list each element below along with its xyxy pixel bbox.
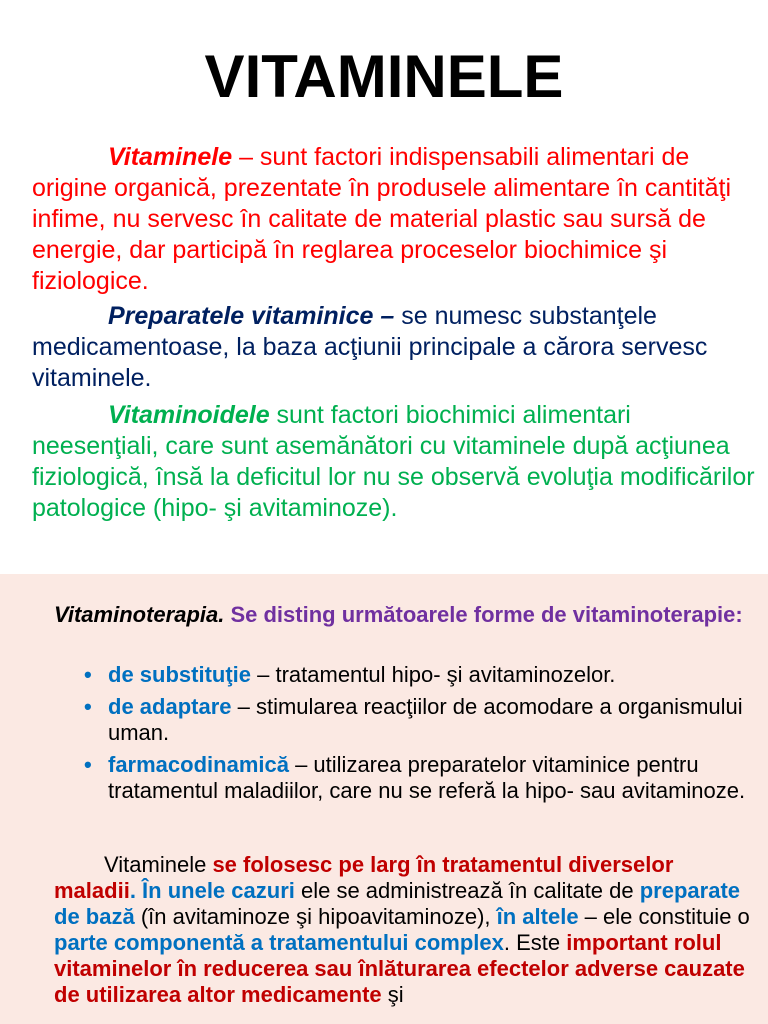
highlight-blue: parte componentă a tratamentului complex	[54, 930, 504, 955]
highlight-blue: preparate de bază	[54, 878, 741, 929]
forms-list	[84, 662, 764, 810]
bullet-icon: •	[84, 694, 92, 719]
term-vitaminoidele: Vitaminoidele	[108, 401, 270, 429]
paragraph-vitaminele-definition	[32, 142, 762, 297]
highlight-blue: în altele	[496, 904, 579, 929]
list-item	[84, 662, 764, 688]
bullet-term: de substituţie	[108, 662, 252, 687]
usage-text: . Este	[503, 930, 567, 955]
usage-text: Vitaminele	[104, 852, 213, 877]
page-title: VITAMINELE	[204, 43, 564, 110]
usage-text: – ele constituie o	[578, 904, 750, 929]
usage-text: (în avitaminoze şi hipoavitaminoze),	[134, 904, 497, 929]
paragraph-usage	[54, 852, 754, 1008]
bullet-text: – stimularea reacţiilor de acomodare a organismului uman.	[108, 694, 743, 745]
bullet-icon: •	[84, 662, 92, 687]
paragraph-vitaminoide-definition	[32, 400, 762, 524]
definition-text: – sunt factori indispensabili alimentari de origine organică, prezentate în produsele alimentare în cantităţi infime, nu servesc în calitate de material plastic sau sursă de energie, dar participă în reglarea proceselor biochimice şi fiziologice.	[32, 143, 732, 295]
highlight-blue: În unele cazuri	[142, 878, 295, 903]
list-item	[84, 752, 764, 804]
intro-text: Se disting următoarele forme de vitaminoterapie:	[224, 602, 743, 627]
highlight-red: se folosesc pe larg în tratamentul diverselor maladii	[54, 852, 674, 903]
bullet-text: – tratamentul hipo- şi avitaminozelor.	[251, 662, 616, 687]
term-vitaminele: Vitaminele	[108, 143, 233, 171]
paragraph-preparate-definition	[32, 301, 762, 394]
list-item	[84, 694, 764, 746]
term-preparatele: Preparatele vitaminice –	[108, 302, 395, 330]
slide-vitaminoterapia	[0, 574, 768, 1024]
highlight-red: important rolul vitaminelor în reducerea sau înlăturarea efectelor adverse cauzate de utilizarea altor medicamente	[54, 930, 745, 1007]
bullet-text: – utilizarea preparatelor vitaminice pentru tratamentul maladiilor, care nu se referă la hipo- sau avitaminoze.	[108, 752, 746, 803]
term-vitaminoterapia: Vitaminoterapia.	[54, 602, 225, 627]
paragraph-vitaminoterapia-intro	[54, 602, 754, 628]
definition-text: se numesc substanţele medicamentoase, la baza acţiunii principale a cărora servesc vitaminele.	[32, 302, 708, 392]
usage-text: şi	[381, 982, 404, 1007]
bullet-term: de adaptare	[108, 694, 232, 719]
usage-text: .	[129, 878, 143, 903]
definition-text: sunt factori biochimici alimentari neesenţiali, care sunt asemănători cu vitaminele după acţiunea fiziologică, însă la deficitul lor nu se observă evoluţia modificărilor patologice (hipo- şi avitaminoze).	[32, 401, 755, 522]
usage-text: ele se administrează în calitate de	[294, 878, 640, 903]
bullet-term: farmacodinamică	[108, 752, 289, 777]
bullet-icon: •	[84, 752, 92, 777]
